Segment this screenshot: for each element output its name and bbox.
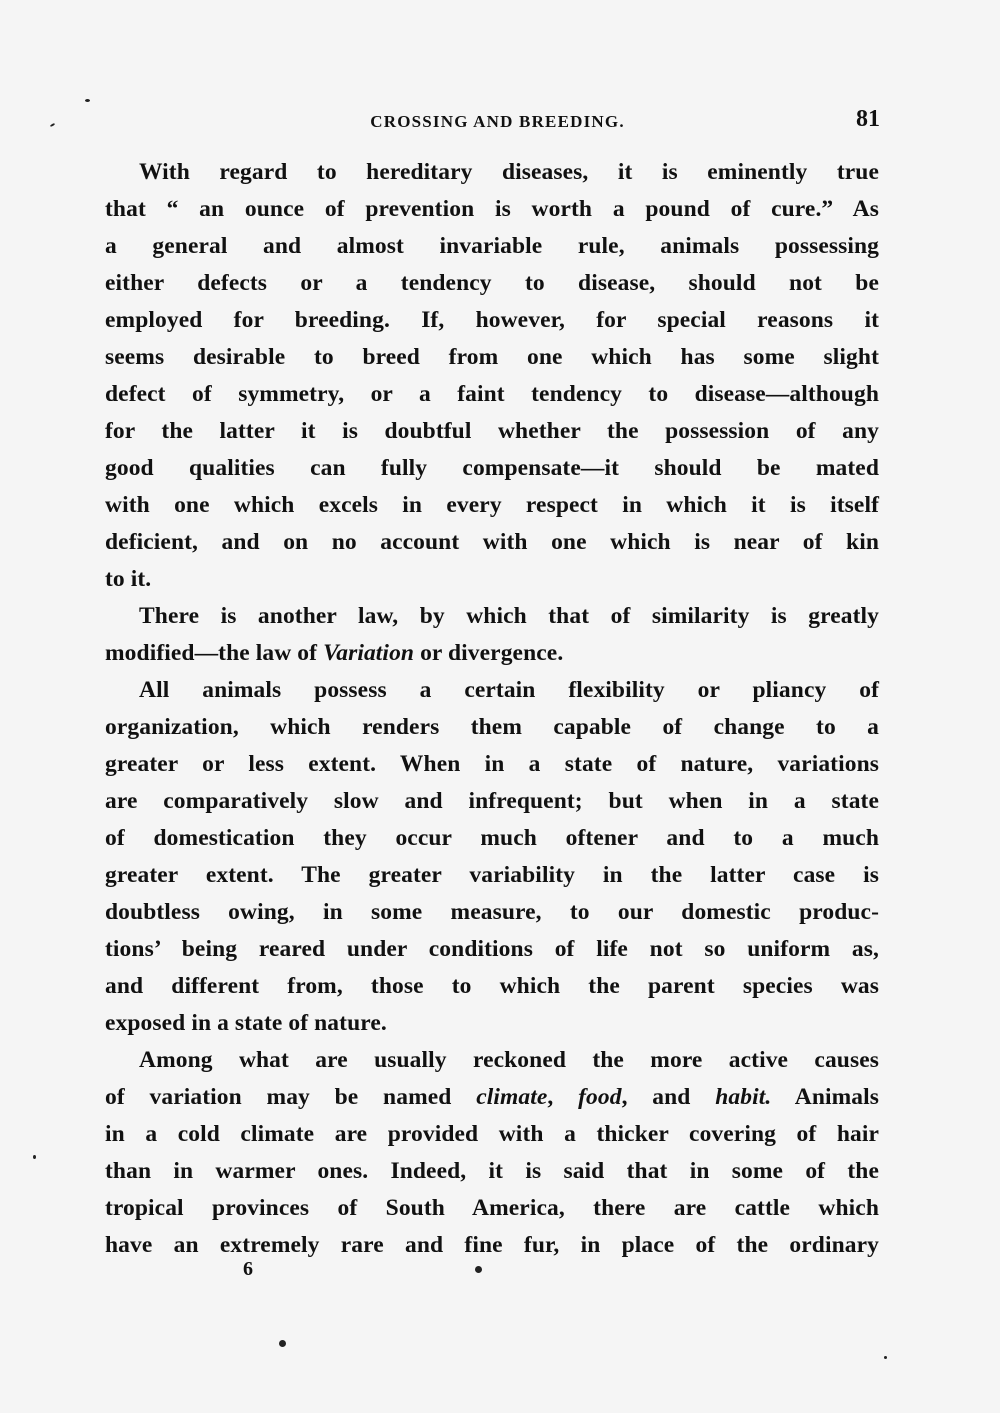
text-line: than in warmer ones. Indeed, it is said that in some of the <box>105 1158 879 1184</box>
text-line: greater extent. The greater variability in the latter case is <box>105 862 879 888</box>
text-line: are comparatively slow and infrequent; but when in a state <box>105 788 879 814</box>
scan-speck <box>33 1155 36 1159</box>
scan-speck <box>279 1340 286 1347</box>
text-line <box>105 1079 879 1116</box>
text-line: and different from, those to which the parent species was <box>105 973 879 999</box>
text-line <box>105 635 879 672</box>
text-line: greater or less extent. When in a state of nature, variations <box>105 751 879 777</box>
text-line: All animals possess a certain flexibility or pliancy of <box>139 677 879 703</box>
text-span: , and <box>621 1084 716 1110</box>
scan-speck <box>475 1266 482 1273</box>
text-line: With regard to hereditary diseases, it is eminently true <box>139 159 879 185</box>
scan-speck <box>85 99 90 102</box>
text-line: of domestication they occur much oftener and to a much <box>105 825 879 851</box>
text-span: , <box>547 1084 579 1110</box>
italic-term-climate: climate <box>476 1084 548 1110</box>
text-span: modified—the law of <box>105 640 324 666</box>
text-span: of variation may be named <box>105 1084 477 1110</box>
text-line: deficient, and on no account with one which is near of kin <box>105 529 879 555</box>
text-span: Animals <box>771 1084 880 1110</box>
italic-term-food: food <box>578 1084 622 1110</box>
text-line: doubtless owing, in some measure, to our domestic produc- <box>105 899 879 925</box>
text-line: defect of symmetry, or a faint tendency to disease—although <box>105 381 879 407</box>
running-title: CROSSING AND BREEDING. <box>370 112 625 131</box>
text-line: organization, which renders them capable of change to a <box>105 714 879 740</box>
text-line: seems desirable to breed from one which has some slight <box>105 344 879 370</box>
body-text <box>105 154 879 1264</box>
text-line: have an extremely rare and fine fur, in place of the ordinary <box>105 1232 879 1258</box>
text-line: tropical provinces of South America, there are cattle which <box>105 1195 879 1221</box>
text-line: tions’ being reared under conditions of life not so uniform as, <box>105 936 879 962</box>
text-line: There is another law, by which that of similarity is greatly <box>139 603 879 629</box>
text-line: good qualities can fully compensate—it should be mated <box>105 455 879 481</box>
text-line: that “ an ounce of prevention is worth a pound of cure.” As <box>105 196 879 222</box>
page-header <box>105 106 880 136</box>
text-line: in a cold climate are provided with a thicker covering of hair <box>105 1121 879 1147</box>
text-line: Among what are usually reckoned the more active causes <box>139 1047 879 1073</box>
italic-term-habit: habit. <box>715 1084 772 1110</box>
text-span: or divergence. <box>414 640 564 666</box>
text-line: a general and almost invariable rule, animals possessing <box>105 233 879 259</box>
text-line: with one which excels in every respect in which it is itself <box>105 492 879 518</box>
page-number: 81 <box>856 106 880 132</box>
scan-speck <box>884 1356 887 1359</box>
text-line: for the latter it is doubtful whether the possession of any <box>105 418 879 444</box>
italic-term-variation: Variation <box>323 640 415 666</box>
text-line: either defects or a tendency to disease, should not be <box>105 270 879 296</box>
text-line: employed for breeding. If, however, for special reasons it <box>105 307 879 333</box>
text-line: to it. <box>105 566 152 592</box>
text-line: exposed in a state of nature. <box>105 1010 387 1036</box>
signature-mark: 6 <box>243 1258 253 1280</box>
scan-speck <box>50 123 55 127</box>
